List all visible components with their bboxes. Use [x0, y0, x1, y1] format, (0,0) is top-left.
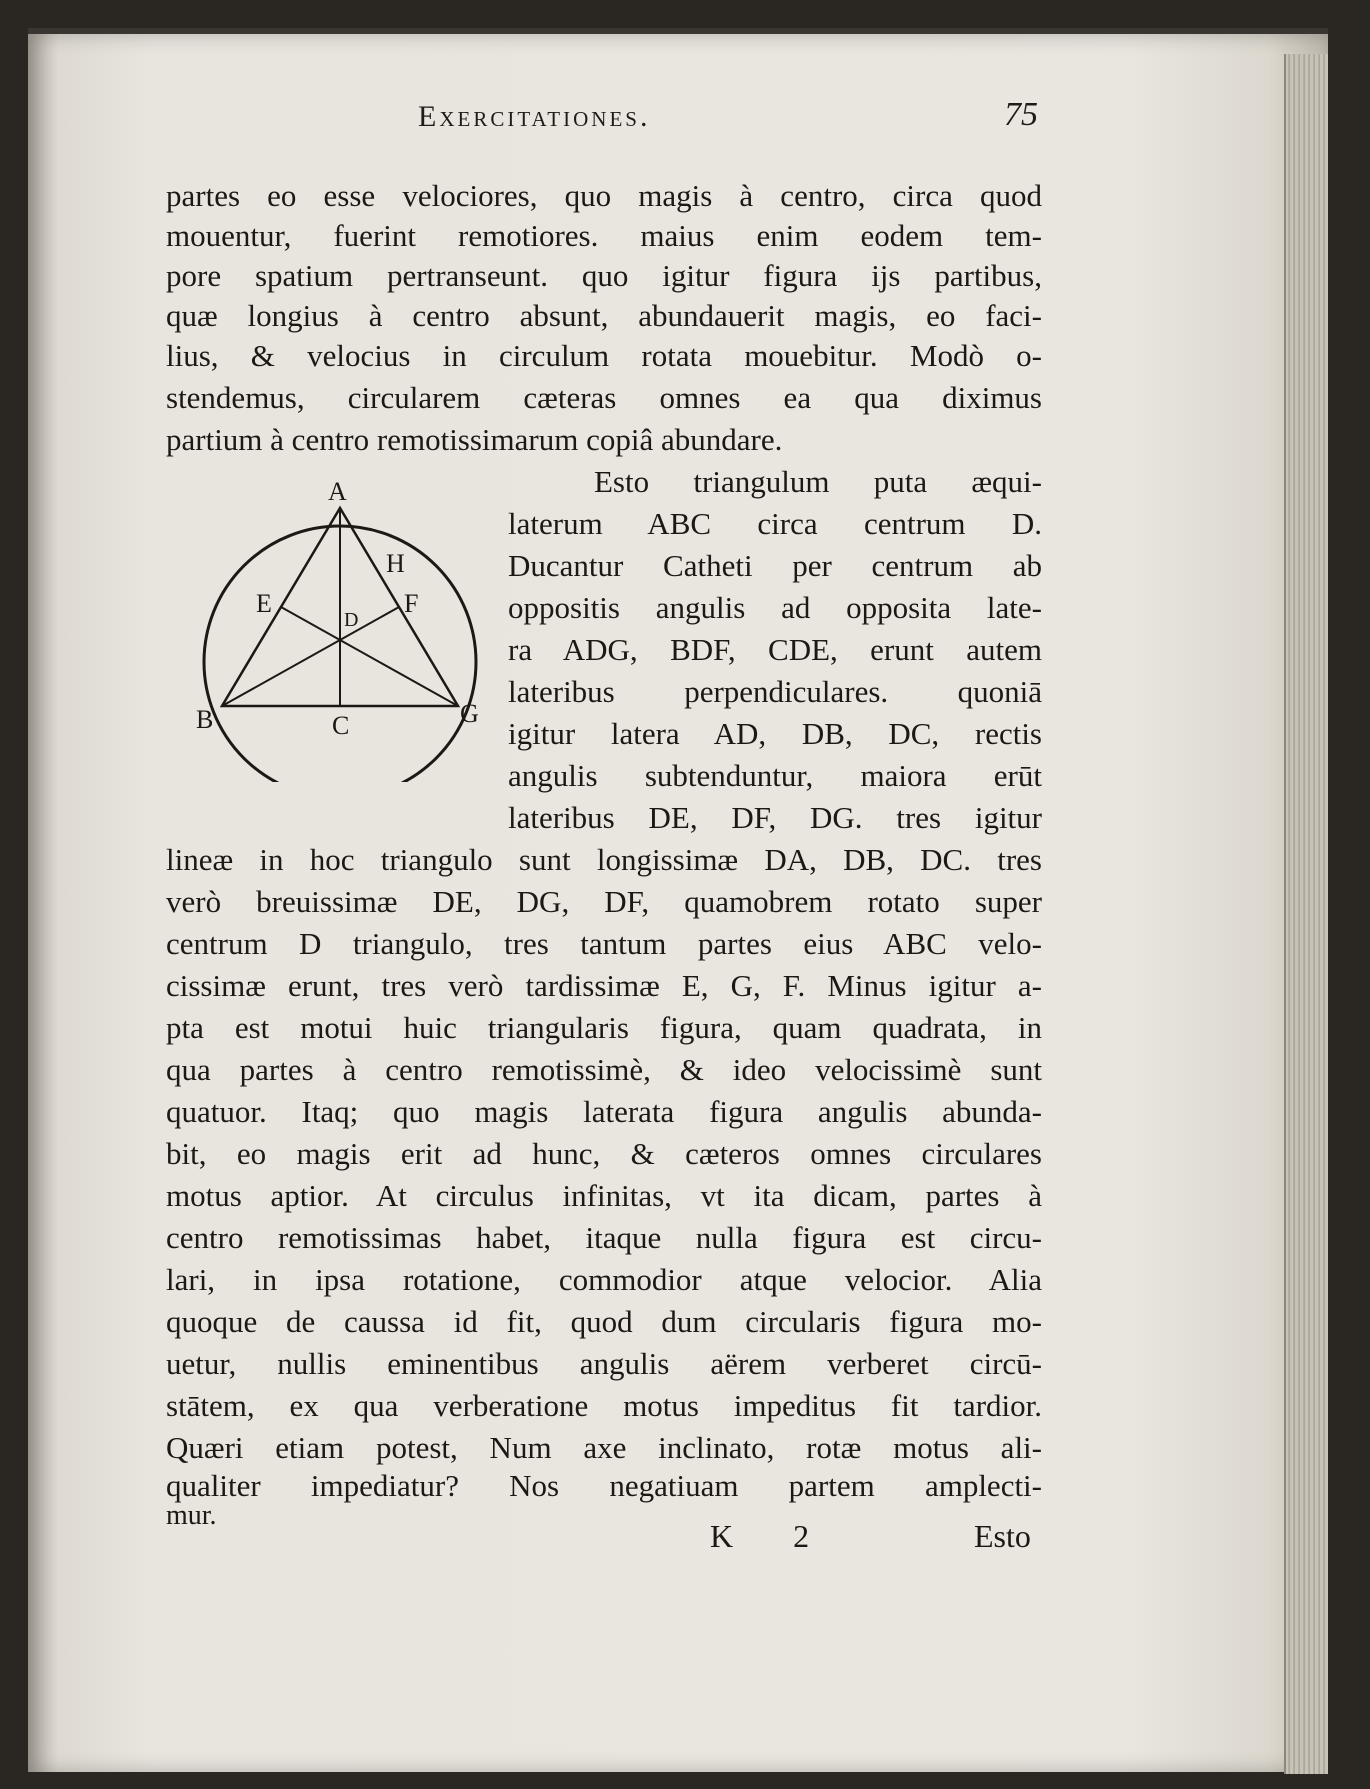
text-line: ra ADG, BDF, CDE, erunt autem: [508, 632, 1042, 667]
label-f: F: [404, 589, 419, 618]
text-line: lari, in ipsa rotatione, commodior atque velocior. Alia: [166, 1262, 1042, 1297]
text-line: lius, & velocius in circulum rotata mouebitur. Modò o-: [166, 338, 1042, 373]
cathetus-bdf: [222, 607, 399, 706]
page-number: 75: [1004, 96, 1038, 133]
cathetus-cde: [281, 607, 458, 706]
text-line: oppositis angulis ad opposita late-: [508, 590, 1042, 625]
text-line: angulis subtenduntur, maiora erūt: [508, 758, 1042, 793]
text-line: laterum ABC circa centrum D.: [508, 506, 1042, 541]
text-line: lateribus DE, DF, DG. tres igitur: [508, 800, 1042, 835]
text-line: qualiter impediatur? Nos negatiuam partem amplecti-: [166, 1468, 1042, 1503]
label-a: A: [328, 477, 347, 506]
text-line: pta est motui huic triangularis figura, quam quadrata, in: [166, 1010, 1042, 1045]
text-line: centrum D triangulo, tres tantum partes eius ABC velo-: [166, 926, 1042, 961]
running-title: Exercitationes.: [418, 100, 651, 133]
text-line: motus aptior. At circulus infinitas, vt ita dicam, partes à: [166, 1178, 1042, 1213]
text-line: verò breuissimæ DE, DG, DF, quamobrem rotato super: [166, 884, 1042, 919]
text-line: pore spatium pertranseunt. quo igitur figura ijs partibus,: [166, 258, 1042, 293]
text-line: Quæri etiam potest, Num axe inclinato, rotæ motus ali-: [166, 1430, 1042, 1465]
text-line: uetur, nullis eminentibus angulis aërem verberet circū-: [166, 1346, 1042, 1381]
label-h: H: [386, 549, 405, 578]
label-g: G: [460, 699, 479, 728]
text-line: quatuor. Itaq; quo magis laterata figura angulis abunda-: [166, 1094, 1042, 1129]
text-line: partium à centro remotissimarum copiâ abundare.: [166, 422, 783, 457]
text-line: quoque de caussa id fit, quod dum circularis figura mo-: [166, 1304, 1042, 1339]
catchword: Esto: [974, 1518, 1031, 1554]
label-c: C: [332, 711, 350, 740]
text-line: Esto triangulum puta æqui-: [594, 464, 1042, 499]
text-line: stātem, ex qua verberatione motus impeditus fit tardior.: [166, 1388, 1042, 1423]
text-line: stendemus, circularem cæteras omnes ea qua diximus: [166, 380, 1042, 415]
label-d: D: [344, 609, 359, 631]
text-line: lateribus perpendiculares. quoniā: [508, 674, 1042, 709]
text-line: cissimæ erunt, tres verò tardissimæ E, G, F. Minus igitur a-: [166, 968, 1042, 1003]
text-line: mur.: [166, 1500, 217, 1531]
triangle-in-circle-figure: [190, 472, 490, 782]
text-line: mouentur, fuerint remotiores. maius enim eodem tem-: [166, 218, 1042, 253]
label-b: B: [196, 705, 214, 734]
text-line: centro remotissimas habet, itaque nulla figura est circu-: [166, 1220, 1042, 1255]
signature-mark: K 2: [710, 1518, 836, 1554]
text-line: qua partes à centro remotissimè, & ideo velocissimè sunt: [166, 1052, 1042, 1087]
text-line: partes eo esse velociores, quo magis à centro, circa quod: [166, 178, 1042, 213]
text-line: quæ longius à centro absunt, abundauerit magis, eo faci-: [166, 298, 1042, 333]
label-e: E: [256, 589, 272, 618]
page-edges: [1284, 54, 1328, 1774]
text-line: Ducantur Catheti per centrum ab: [508, 548, 1042, 583]
text-line: bit, eo magis erit ad hunc, & cæteros omnes circulares: [166, 1136, 1042, 1171]
text-line: igitur latera AD, DB, DC, rectis: [508, 716, 1042, 751]
text-line: lineæ in hoc triangulo sunt longissimæ DA, DB, DC. tres: [166, 842, 1042, 877]
